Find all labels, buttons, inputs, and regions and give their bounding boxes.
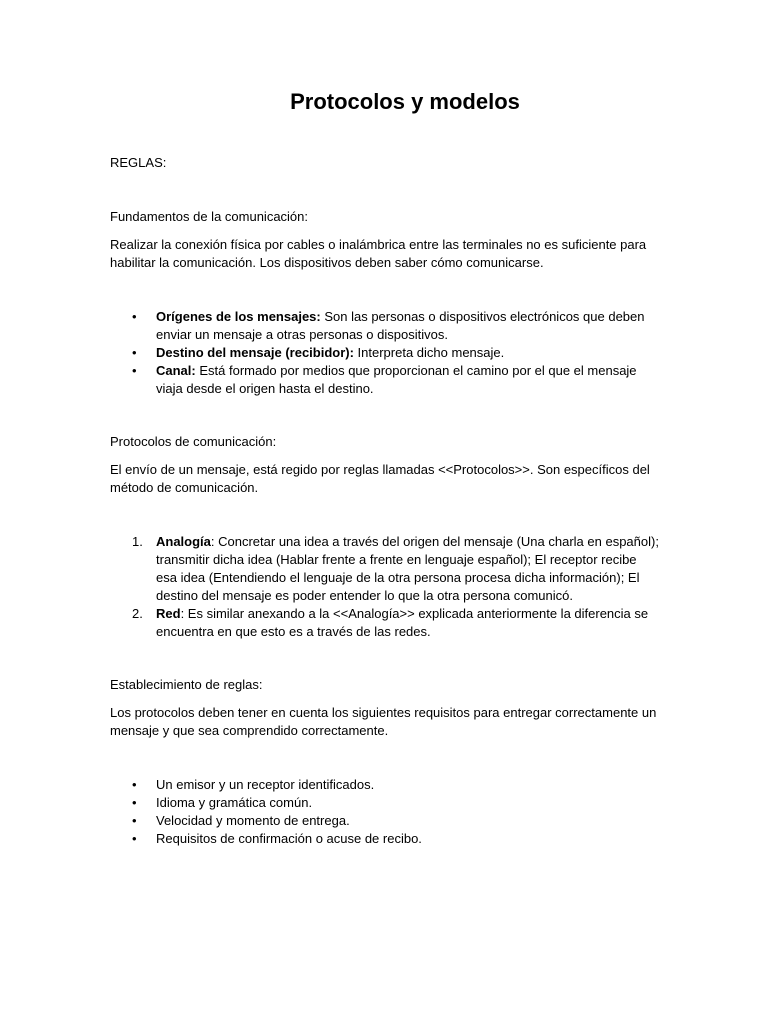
- list-item: [110, 830, 660, 848]
- list-item-text: Velocidad y momento de entrega.: [156, 813, 350, 828]
- list-item-term: Orígenes de los mensajes:: [156, 309, 321, 324]
- section-paragraph: El envío de un mensaje, está regido por reglas llamadas <<Protocolos>>. Son específicos del método de comunicación.: [110, 462, 650, 495]
- section-fundamentos-heading-block: [110, 208, 660, 226]
- reglas-label-block: [110, 154, 660, 172]
- bullet-list: [110, 308, 660, 398]
- list-item-text: : Es similar anexando a la <<Analogía>> explicada anteriormente la diferencia se encuentra en que esto es a través de las redes.: [156, 606, 649, 639]
- list-item: [110, 812, 660, 830]
- list-item-text: Requisitos de confirmación o acuse de recibo.: [156, 831, 422, 846]
- section-establecimiento-paragraph-block: [110, 704, 660, 740]
- section-fundamentos-list-block: [110, 308, 660, 398]
- section-establecimiento-heading-block: [110, 676, 660, 694]
- bullet-marker: •: [132, 363, 137, 378]
- bullet-marker: •: [132, 309, 137, 324]
- list-item-term: Canal:: [156, 363, 196, 378]
- numbered-list: [110, 533, 660, 641]
- list-item-term: Red: [156, 606, 181, 621]
- bullet-marker: •: [132, 345, 137, 360]
- bullet-list: [110, 776, 660, 848]
- bullet-marker: •: [132, 777, 137, 792]
- document-title: Protocolos y modelos: [290, 89, 520, 114]
- section-heading: Fundamentos de la comunicación:: [110, 209, 309, 224]
- list-item: [110, 344, 660, 362]
- list-number: 1.: [132, 534, 143, 549]
- list-item-text: Un emisor y un receptor identificados.: [156, 777, 375, 792]
- list-item: [110, 776, 660, 794]
- section-paragraph: Realizar la conexión física por cables o inalámbrica entre las terminales no es suficiente para habilitar la comunicación. Los dispositivos deben saber cómo comunicarse.: [110, 237, 647, 270]
- list-item: [110, 308, 660, 344]
- section-protocolos-paragraph-block: [110, 461, 660, 497]
- section-heading: Protocolos de comunicación:: [110, 434, 277, 449]
- reglas-label: REGLAS:: [110, 155, 167, 170]
- list-item-text: Está formado por medios que proporcionan el camino por el que el mensaje viaja desde el origen hasta el destino.: [156, 363, 637, 396]
- bullet-marker: •: [132, 795, 137, 810]
- section-protocolos-heading-block: [110, 433, 660, 451]
- section-paragraph: Los protocolos deben tener en cuenta los siguientes requisitos para entregar correctamente un mensaje y que sea comprendido correctamente.: [110, 705, 657, 738]
- list-item-text: : Concretar una idea a través del origen del mensaje (Una charla en español); transmitir dicha idea (Hablar frente a frente en lenguaje español); El receptor recibe esa idea (Entendiendo el lenguaje de la otra persona procesa dicha información); El destino del mensaje es poder entender lo que la otra persona comunicó.: [156, 534, 659, 603]
- bullet-marker: •: [132, 813, 137, 828]
- list-number: 2.: [132, 606, 143, 621]
- list-item: [110, 533, 660, 605]
- section-establecimiento-list-block: [110, 776, 660, 848]
- list-item: [110, 362, 660, 398]
- section-heading: Establecimiento de reglas:: [110, 677, 263, 692]
- list-item-term: Destino del mensaje (recibidor):: [156, 345, 354, 360]
- list-item-term: Analogía: [156, 534, 211, 549]
- list-item-text: Idioma y gramática común.: [156, 795, 313, 810]
- list-item-text: Son las personas o dispositivos electrónicos que deben enviar un mensaje a otras personas o dispositivos.: [156, 309, 645, 342]
- list-item: [110, 605, 660, 641]
- list-item-text: Interpreta dicho mensaje.: [353, 345, 505, 360]
- section-protocolos-list-block: [110, 533, 660, 641]
- section-fundamentos-paragraph-block: [110, 236, 660, 272]
- bullet-marker: •: [132, 831, 137, 846]
- list-item: [110, 794, 660, 812]
